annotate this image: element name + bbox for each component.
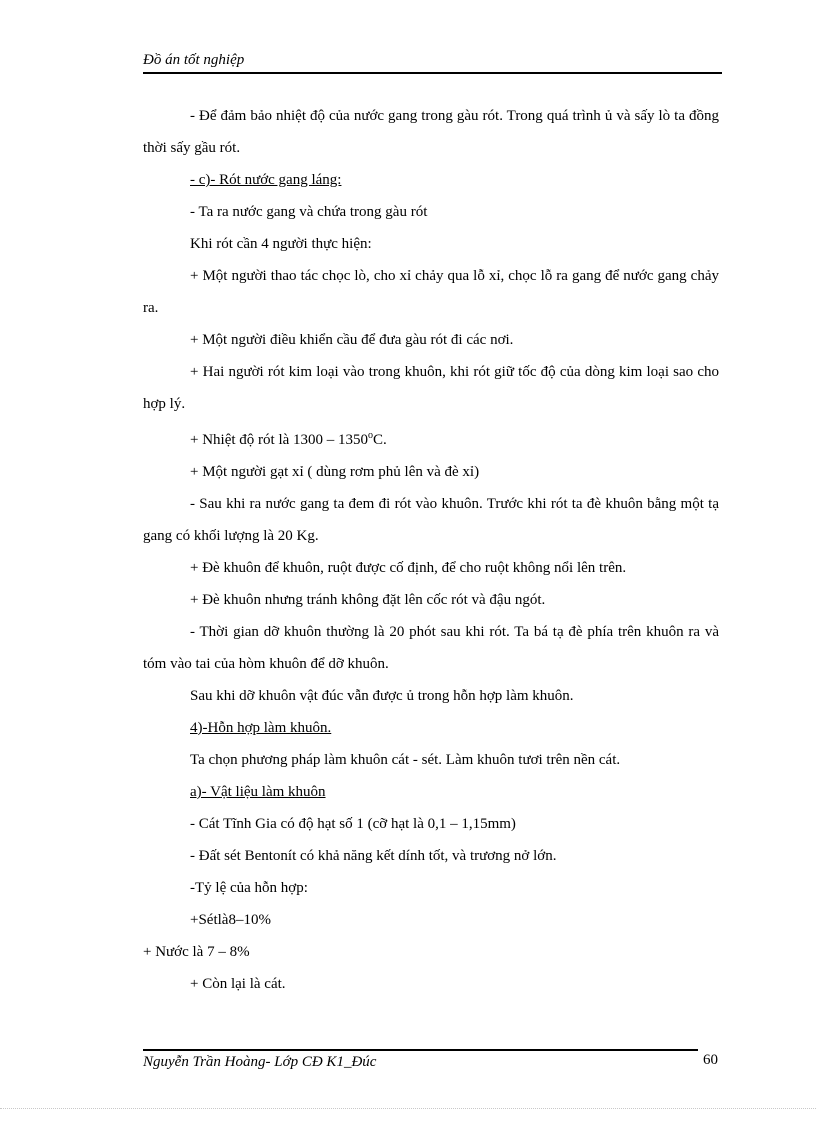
paragraph: + Đè khuôn để khuôn, ruột được cố định, để cho ruột không nổi lên trên. [190, 560, 627, 576]
paragraph: Khi rót cần 4 người thực hiện: [190, 236, 372, 252]
paragraph: + Một người điều khiển cầu để đưa gàu rót đi các nơi. [190, 332, 514, 348]
paragraph-temperature [143, 420, 719, 456]
subsection-heading-text: a)- Vật liệu làm khuôn [190, 784, 326, 800]
paragraph: - Ta ra nước gang và chứa trong gàu rót [190, 204, 428, 220]
temperature-text: + Nhiệt độ rót là 1300 – 1350 [190, 432, 369, 448]
paragraph: + Một người thao tác chọc lò, cho xỉ chảy qua lỗ xỉ, chọc lỗ ra gang để nước gang chảy ra. [143, 268, 719, 316]
section-heading [143, 164, 719, 196]
paragraph: - Thời gian dỡ khuôn thường là 20 phót sau khi rót. Ta bá tạ đè phía trên khuôn ra và tóm vào tai của hòm khuôn để dỡ khuôn. [143, 624, 719, 672]
paragraph: - Để đảm bảo nhiệt độ của nước gang trong gàu rót. Trong quá trình ủ và sấy lò ta đồng thời sấy gầu rót. [143, 108, 719, 156]
footer-author: Nguyễn Trần Hoàng- Lớp CĐ K1_Đúc [143, 1054, 377, 1070]
footer-rule [143, 1049, 698, 1051]
section-heading-text: - c)- Rót nước gang láng: [190, 172, 342, 188]
paragraph: + Đè khuôn nhưng tránh không đặt lên cốc rót và đậu ngót. [190, 592, 546, 608]
section-heading-text: 4)-Hỗn hợp làm khuôn. [190, 720, 332, 736]
paragraph: + Còn lại là cát. [190, 976, 286, 992]
paragraph: +Sétlà8–10% [190, 912, 271, 928]
degree-sign: o [368, 430, 374, 441]
paragraph: Ta chọn phương pháp làm khuôn cát - sét. Làm khuôn tươi trên nền cát. [190, 752, 621, 768]
header-title: Đồ án tốt nghiệp [143, 52, 245, 68]
paragraph: -Tỷ lệ của hỗn hợp: [190, 880, 308, 896]
paragraph: - Đất sét Bentonít có khả năng kết dính tốt, và trương nở lớn. [190, 848, 557, 864]
header-rule [143, 72, 722, 74]
page-bottom-border [0, 1108, 816, 1109]
paragraph: - Cát Tĩnh Gia có độ hạt số 1 (cỡ hạt là 0,1 – 1,15mm) [190, 816, 516, 832]
temperature-unit: C. [373, 432, 387, 448]
document-body [143, 100, 719, 1000]
subsection-heading [143, 776, 719, 808]
paragraph: Sau khi dỡ khuôn vật đúc vẫn được ủ trong hỗn hợp làm khuôn. [190, 688, 574, 704]
page-number: 60 [703, 1052, 718, 1068]
paragraph: - Sau khi ra nước gang ta đem đi rót vào khuôn. Trước khi rót ta đè khuôn bằng một tạ gang có khối lượng là 20 Kg. [143, 496, 719, 544]
section-heading [143, 712, 719, 744]
paragraph: + Nước là 7 – 8% [143, 944, 250, 960]
paragraph: + Một người gạt xỉ ( dùng rơm phủ lên và đè xỉ) [190, 464, 480, 480]
paragraph: + Hai người rót kim loại vào trong khuôn, khi rót giữ tốc độ của dòng kim loại sao cho hợp lý. [143, 364, 719, 412]
